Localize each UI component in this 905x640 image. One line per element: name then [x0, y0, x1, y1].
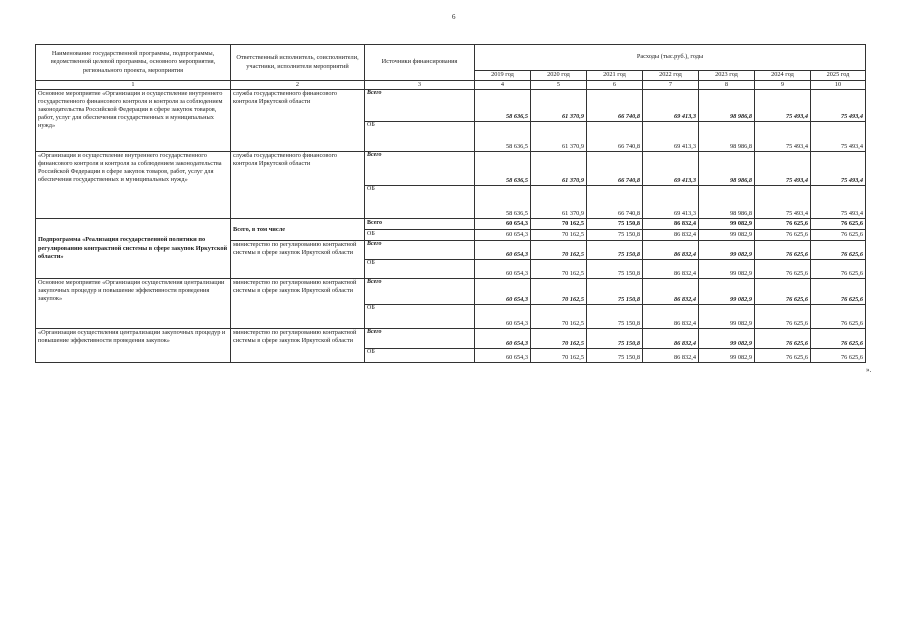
ob-value: 86 832,4 [643, 260, 699, 279]
column-number: 2 [231, 81, 365, 90]
total-value: 76 625,6 [755, 329, 811, 349]
header-year: 2019 год [475, 71, 531, 81]
total-value: 60 654,3 [475, 241, 531, 260]
ob-value: 99 082,9 [699, 260, 755, 279]
total-value: 76 625,6 [811, 329, 866, 349]
ob-value: 75 493,4 [755, 122, 811, 152]
header-source: Источники финансирования [365, 45, 475, 81]
total-value: 76 625,6 [811, 279, 866, 305]
ob-value: 75 150,8 [587, 230, 643, 241]
header-year: 2022 год [643, 71, 699, 81]
total-value: 86 832,4 [643, 241, 699, 260]
ob-value: 99 082,9 [699, 305, 755, 329]
total-value: 75 150,8 [587, 241, 643, 260]
table-row [36, 219, 866, 230]
column-number: 9 [755, 81, 811, 90]
source-total-label: Всего [365, 329, 475, 349]
total-value: 70 162,5 [531, 279, 587, 305]
ob-value: 86 832,4 [643, 230, 699, 241]
total-value: 86 832,4 [643, 279, 699, 305]
source-ob-label: ОБ [365, 305, 475, 329]
ob-value: 58 636,5 [475, 122, 531, 152]
ob-value: 86 832,4 [643, 349, 699, 363]
executor: министерство по регулированию контрактной системы в сфере закупок Иркутской области [231, 241, 365, 279]
ob-value: 70 162,5 [531, 305, 587, 329]
header-name: Наименование государственной программы, подпрограммы, ведомственной целевой программы, основного мероприятия, регионального проекта, мероприятия [36, 45, 231, 81]
total-value: 66 740,8 [587, 90, 643, 122]
ob-value: 98 986,8 [699, 186, 755, 219]
total-value: 76 625,6 [811, 241, 866, 260]
ob-value: 69 413,3 [643, 122, 699, 152]
ob-value: 75 493,4 [755, 186, 811, 219]
total-value: 76 625,6 [811, 219, 866, 230]
ob-value: 58 636,5 [475, 186, 531, 219]
header-executor: Ответственный исполнитель, соисполнители, участники, исполнители мероприятий [231, 45, 365, 81]
measure-name: Основное мероприятие «Организация осуществления централизации закупочных процедур и повышение эффективности проведения закупок» [36, 279, 231, 329]
total-value: 58 636,5 [475, 152, 531, 186]
ob-value: 70 162,5 [531, 349, 587, 363]
total-value: 75 493,4 [811, 152, 866, 186]
ob-value: 75 493,4 [811, 186, 866, 219]
total-value: 75 150,8 [587, 219, 643, 230]
ob-value: 76 625,6 [811, 305, 866, 329]
ob-value: 76 625,6 [811, 349, 866, 363]
source-total-label: Всего [365, 279, 475, 305]
ob-value: 76 625,6 [755, 349, 811, 363]
source-total-label: Всего [365, 90, 475, 122]
source-ob-label: ОБ [365, 230, 475, 241]
table-row [36, 90, 866, 122]
total-value: 60 654,3 [475, 279, 531, 305]
ob-value: 76 625,6 [811, 230, 866, 241]
total-value: 70 162,5 [531, 241, 587, 260]
total-value: 75 493,4 [811, 90, 866, 122]
total-value: 75 493,4 [755, 90, 811, 122]
closing-quote-mark: ». [866, 366, 872, 374]
total-value: 86 832,4 [643, 329, 699, 349]
total-value: 70 162,5 [531, 329, 587, 349]
source-total-label: Всего [365, 241, 475, 260]
source-total-label: Всего [365, 219, 475, 230]
total-value: 75 493,4 [755, 152, 811, 186]
source-ob-label: ОБ [365, 122, 475, 152]
total-value: 61 370,9 [531, 90, 587, 122]
budget-table [35, 44, 866, 363]
ob-value: 61 370,9 [531, 186, 587, 219]
source-ob-label: ОБ [365, 349, 475, 363]
total-value: 99 082,9 [699, 219, 755, 230]
total-value: 60 654,3 [475, 219, 531, 230]
executor: служба государственного финансового контроля Иркутской области [231, 152, 365, 219]
total-value: 86 832,4 [643, 219, 699, 230]
ob-value: 60 654,3 [475, 230, 531, 241]
measure-name: «Организация и осуществление внутреннего государственного финансового контроля и контроля за соблюдением законодательства Российской Федерации в сфере закупок товаров, работ, услуг для обеспечения государственных и муниципальных нужд» [36, 152, 231, 219]
total-value: 99 082,9 [699, 279, 755, 305]
table-row [36, 279, 866, 305]
ob-value: 70 162,5 [531, 260, 587, 279]
total-value: 60 654,3 [475, 329, 531, 349]
total-value: 70 162,5 [531, 219, 587, 230]
total-value: 99 082,9 [699, 329, 755, 349]
column-number: 10 [811, 81, 866, 90]
total-value: 76 625,6 [755, 279, 811, 305]
header-year: 2023 год [699, 71, 755, 81]
ob-value: 99 082,9 [699, 349, 755, 363]
subprogram-name: Подпрограмма «Реализация государственной политики по регулированию контрактной системы в сфере закупок Иркутской области» [36, 219, 231, 279]
column-number: 7 [643, 81, 699, 90]
ob-value: 75 150,8 [587, 260, 643, 279]
source-ob-label: ОБ [365, 260, 475, 279]
total-value: 58 636,5 [475, 90, 531, 122]
ob-value: 70 162,5 [531, 230, 587, 241]
ob-value: 99 082,9 [699, 230, 755, 241]
total-value: 75 150,8 [587, 279, 643, 305]
table-row [36, 329, 866, 349]
column-number: 5 [531, 81, 587, 90]
source-total-label: Всего [365, 152, 475, 186]
ob-value: 76 625,6 [811, 260, 866, 279]
header-year: 2021 год [587, 71, 643, 81]
total-value: 76 625,6 [755, 241, 811, 260]
executor: министерство по регулированию контрактной системы в сфере закупок Иркутской области [231, 279, 365, 329]
total-value: 69 413,3 [643, 152, 699, 186]
total-value: 99 082,9 [699, 241, 755, 260]
ob-value: 76 625,6 [755, 260, 811, 279]
ob-value: 66 740,8 [587, 122, 643, 152]
column-number: 6 [587, 81, 643, 90]
table-row [36, 152, 866, 186]
total-value: 98 986,8 [699, 90, 755, 122]
measure-name: Основное мероприятие «Организация и осуществление внутреннего государственного финансового контроля и контроля за соблюдением законодательства Российской Федерации в сфере закупок товаров, работ, услуг для обеспечения государственных и муниципальных нужд» [36, 90, 231, 152]
header-expenses: Расходы (тыс.руб.), годы [475, 45, 866, 71]
ob-value: 75 493,4 [811, 122, 866, 152]
ob-value: 75 150,8 [587, 349, 643, 363]
ob-value: 60 654,3 [475, 305, 531, 329]
total-value: 76 625,6 [755, 219, 811, 230]
source-ob-label: ОБ [365, 186, 475, 219]
executor: Всего, в том числе [231, 219, 365, 241]
ob-value: 66 740,8 [587, 186, 643, 219]
measure-name: «Организация осуществления централизации закупочных процедур и повышение эффективности проведения закупок» [36, 329, 231, 363]
ob-value: 76 625,6 [755, 305, 811, 329]
ob-value: 98 986,8 [699, 122, 755, 152]
total-value: 75 150,8 [587, 329, 643, 349]
executor: служба государственного финансового контроля Иркутской области [231, 90, 365, 152]
page-number: 6 [452, 13, 456, 21]
total-value: 66 740,8 [587, 152, 643, 186]
column-number: 4 [475, 81, 531, 90]
ob-value: 69 413,3 [643, 186, 699, 219]
column-number: 3 [365, 81, 475, 90]
header-year: 2025 год [811, 71, 866, 81]
column-number: 8 [699, 81, 755, 90]
ob-value: 60 654,3 [475, 260, 531, 279]
ob-value: 61 370,9 [531, 122, 587, 152]
ob-value: 60 654,3 [475, 349, 531, 363]
header-year: 2024 год [755, 71, 811, 81]
header-year: 2020 год [531, 71, 587, 81]
ob-value: 76 625,6 [755, 230, 811, 241]
total-value: 69 413,3 [643, 90, 699, 122]
total-value: 61 370,9 [531, 152, 587, 186]
column-number: 1 [36, 81, 231, 90]
ob-value: 75 150,8 [587, 305, 643, 329]
executor: министерство по регулированию контрактной системы в сфере закупок Иркутской области [231, 329, 365, 363]
total-value: 98 986,8 [699, 152, 755, 186]
ob-value: 86 832,4 [643, 305, 699, 329]
